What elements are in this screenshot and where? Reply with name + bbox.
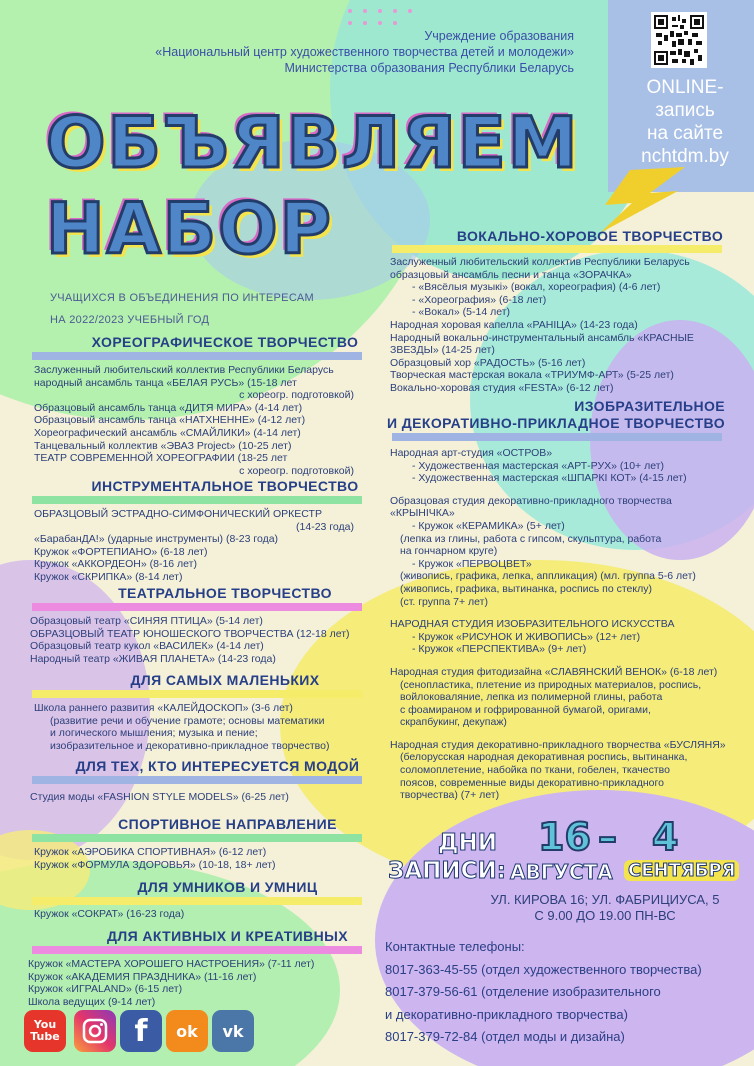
list-item: (14-23 года) (296, 520, 354, 533)
list-item: Народный театр «ЖИВАЯ ПЛАНЕТА» (14-23 года) (30, 652, 276, 665)
registration-address (480, 892, 730, 924)
list-item: войлоковаляние, лепка из полимерной глины, работа (400, 691, 663, 704)
section-bar (32, 603, 362, 611)
list-item: Образцовая студия декоративно-прикладного творчества (390, 494, 672, 507)
list-item: «БарабанДА!» (ударные инструменты) (8-23 года) (34, 533, 279, 546)
section-title-smart: ДЛЯ УМНИКОВ И УМНИЦ (137, 879, 318, 895)
list-item: (живопись, графика, вытинанка, роспись по стеклу) (400, 582, 652, 595)
section-body-theatre (30, 615, 360, 665)
list-item: поясов, современные виды декоративно-прикладного (400, 776, 664, 789)
contacts-label: Контактные телефоны: (385, 939, 525, 954)
list-item: (живопись, графика, лепка, аппликация) (мл. группа 5-6 лет) (400, 570, 696, 583)
list-item: Народная арт-студия «ОСТРОВ» (390, 447, 553, 459)
list-item: Народный вокально-инструментальный ансамбль «КРАСНЫЕ (390, 331, 694, 344)
list-item: Народная студия фитодизайна «СЛАВЯНСКИЙ ВЕНОК» (6-18 лет) (390, 665, 718, 678)
section-bar (392, 433, 722, 441)
list-item: с фоамираном и гофрированной бумагой, оригами, (400, 703, 651, 716)
section-title-fine-arts: ИЗОБРАЗИТЕЛЬНОЕ (574, 398, 725, 414)
list-item: и логического мышления; музыка и пение; (50, 727, 258, 740)
days-label-2: ЗАПИСИ: (388, 858, 506, 884)
section-bar (32, 496, 362, 504)
spacer (390, 656, 730, 666)
online-line: на сайте (646, 123, 724, 144)
list-item: (лепка из глины, работа с гипсом, скульптура, работа (400, 532, 662, 545)
list-item: Кружок «ФОРТЕПИАНО» (6-18 лет) (34, 545, 208, 558)
org-line: Министерства образования Республики Беларусь (284, 61, 574, 75)
list-item: Образцовый хор «РАДОСТЬ» (5-16 лет) (390, 356, 586, 369)
list-item: Образцовый театр «СИНЯЯ ПТИЦА» (5-14 лет) (30, 615, 263, 627)
section-body-instrumental (34, 508, 354, 584)
list-item: - Художественная мастерская «ШПАРКI КОТ» (4-15 лет) (412, 472, 687, 485)
section-bar (32, 690, 362, 698)
list-item: с хореогр. подготовкой) (239, 389, 354, 402)
section-title-sport: СПОРТИВНОЕ НАПРАВЛЕНИЕ (118, 816, 337, 832)
section-bar (32, 897, 362, 905)
list-item: Школа ведущих (9-14 лет) (28, 995, 156, 1008)
list-item: с хореогр. подготовкой) (239, 464, 354, 477)
list-item: - «Вокал» (5-14 лет) (412, 306, 510, 319)
youtube-icon-text: Tube (30, 1030, 60, 1043)
list-item: Хореографический ансамбль «СМАЙЛИКИ» (4-14 лет) (34, 426, 301, 439)
list-item: образцовый ансамбль песни и танца «ЗОРАЧКА» (390, 268, 632, 281)
list-item: Кружок «АЭРОБИКА СПОРТИВНАЯ» (6-12 лет) (34, 846, 267, 858)
phone-line[interactable]: 8017-363-45-55 (отдел художественного творчества) (385, 961, 702, 977)
registration-end-month: СЕНТЯБРЯ (624, 860, 739, 881)
list-item: Вокально-хоровая студия «FESTA» (6-12 лет) (390, 381, 614, 394)
youtube-icon-text: You (33, 1018, 57, 1031)
section-body-little-ones (34, 702, 364, 752)
list-item: Кружок «ФОРМУЛА ЗДОРОВЬЯ» (10-18, 18+ лет) (34, 858, 276, 871)
online-line: ONLINE- (646, 77, 724, 98)
phone-line[interactable]: 8017-379-72-84 (отдел моды и дизайна) (385, 1029, 625, 1044)
online-line: запись (655, 100, 715, 121)
youtube-icon[interactable] (24, 1010, 66, 1052)
section-bar (392, 245, 722, 253)
list-item: Образцовый театр кукол «ВАСИЛЕК» (4-14 лет) (30, 640, 264, 653)
org-line: Учреждение образования (424, 29, 574, 43)
list-item: соломоплетение, набойка по ткани, гобелен, ткачество (400, 764, 670, 777)
list-item: (белорусская народная декоративная роспись, вытинанка, (400, 751, 688, 764)
vk-icon[interactable]: vk (212, 1010, 254, 1052)
list-item: Заслуженный любительский коллектив Республики Беларусь (34, 364, 334, 376)
list-item: - «Хореография» (6-18 лет) (412, 293, 547, 306)
list-item: Кружок «АККОРДЕОН» (8-16 лет) (34, 558, 197, 571)
list-item: Кружок «АКАДЕМИЯ ПРАЗДНИКА» (11-16 лет) (28, 970, 257, 983)
section-title-vocal: ВОКАЛЬНО-ХОРОВОЕ ТВОРЧЕСТВО (456, 228, 724, 244)
list-item: Студия моды «FASHION STYLE MODELS» (6-25 лет) (30, 791, 289, 803)
registration-dash: – (598, 815, 617, 859)
section-bar (32, 946, 362, 954)
section-body-smart (34, 908, 364, 921)
lightning-decoration (560, 165, 690, 235)
section-title-active: ДЛЯ АКТИВНЫХ И КРЕАТИВНЫХ (107, 928, 348, 944)
org-line: «Национальный центр художественного творчества детей и молодежи» (155, 45, 574, 59)
subtitle-line1: УЧАЩИХСЯ В ОБЪЕДИНЕНИЯ ПО ИНТЕРЕСАМ (50, 292, 314, 304)
list-item: Творческая мастерская вокала «ТРИУМФ-АРТ» (5-25 лет) (390, 369, 674, 382)
list-item: НАРОДНАЯ СТУДИЯ ИЗОБРАЗИТЕЛЬНОГО ИСКУССТВА (390, 618, 675, 631)
list-item: - Художественная мастерская «АРТ-РУХ» (10+ лет) (412, 459, 665, 472)
list-item: ЗВЕЗДЫ» (14-25 лет) (390, 344, 495, 357)
list-item: - «Вясёлыя музыкі» (вокал, хореография) (4-6 лет) (412, 281, 661, 294)
section-title-fine-arts-2: И ДЕКОРАТИВНО-ПРИКЛАДНОЕ ТВОРЧЕСТВО (387, 415, 725, 431)
spacer (390, 608, 730, 618)
organization-header (134, 28, 574, 76)
list-item: Образцовый ансамбль танца «НАТХНЕННЕ» (4-12 лет) (34, 414, 306, 427)
list-item: Народная хоровая капелла «РАНIЦА» (14-23 года) (390, 318, 638, 331)
phone-line[interactable]: 8017-379-56-61 (отделение изобразительного (385, 984, 661, 999)
list-item: ОБРАЗЦОВЫЙ ТЕАТР ЮНОШЕСКОГО ТВОРЧЕСТВА (12-18 лет) (30, 627, 350, 640)
instagram-icon[interactable] (74, 1010, 116, 1052)
list-item: Кружок «МАСТЕРА ХОРОШЕГО НАСТРОЕНИЯ» (7-11 лет) (28, 958, 315, 970)
list-item: - Кружок «ПЕРСПЕКТИВА» (9+ лет) (412, 643, 587, 656)
spacer (390, 485, 730, 495)
schedule-line: С 9.00 ДО 19.00 ПН-ВС (534, 908, 676, 923)
list-item: (развитие речи и обучение грамоте; основы математики (50, 714, 325, 727)
section-title-fashion: ДЛЯ ТЕХ, КТО ИНТЕРЕСУЕТСЯ МОДОЙ (75, 758, 360, 774)
list-item: народный ансамбль танца «БЕЛАЯ РУСЬ» (15-18 лет (34, 376, 297, 389)
odnoklassniki-icon[interactable]: ok (166, 1010, 208, 1052)
list-item: Школа раннего развития «КАЛЕЙДОСКОП» (3-6 лет) (34, 702, 293, 714)
list-item: ТЕАТР СОВРЕМЕННОЙ ХОРЕОГРАФИИ (18-25 лет (34, 452, 288, 465)
phone-line-cont: и декоративно-прикладного творчества) (385, 1006, 628, 1022)
list-item: (сенопластика, плетение из природных материалов, роспись, (400, 678, 702, 691)
main-title-line1: ОБЪЯВЛЯЕМ (46, 102, 580, 184)
list-item: (ст. группа 7+ лет) (400, 595, 488, 608)
section-body-sport (34, 846, 364, 871)
registration-end-day: 4 (652, 815, 679, 859)
list-item: ОБРАЗЦОВЫЙ ЭСТРАДНО-СИМФОНИЧЕСКИЙ ОРКЕСТР (34, 508, 322, 520)
section-body-choreography (34, 364, 354, 477)
qr-code[interactable] (651, 12, 707, 68)
list-item: творчества) (7+ лет) (400, 789, 500, 802)
section-body-fine-arts (390, 447, 730, 802)
list-item: Танцевальный коллектив «ЭВАЗ Project» (10-25 лет) (34, 439, 292, 452)
online-registration-text (620, 76, 750, 168)
days-label-1: ДНИ (438, 830, 497, 856)
list-item: - Кружок «ПЕРВОЦВЕТ» (412, 557, 532, 570)
list-item: Кружок «СОКРАТ» (16-23 года) (34, 908, 185, 920)
section-title-theatre: ТЕАТРАЛЬНОЕ ТВОРЧЕСТВО (118, 585, 332, 601)
contacts-block (385, 936, 702, 1049)
list-item: - Кружок «РИСУНОК И ЖИВОПИСЬ» (12+ лет) (412, 630, 641, 643)
list-item: скрапбукинг, декупаж) (400, 716, 507, 729)
list-item: - Кружок «КЕРАМИКА» (5+ лет) (412, 519, 565, 532)
section-body-vocal (390, 256, 730, 395)
list-item: Заслуженный любительский коллектив Республики Беларусь (390, 256, 690, 268)
list-item: на гончарном круге) (400, 545, 498, 558)
subtitle-line2: НА 2022/2023 УЧЕБНЫЙ ГОД (50, 314, 210, 326)
section-body-fashion (30, 791, 360, 804)
section-body-active (28, 958, 358, 1008)
list-item: Народная студия декоративно-прикладного творчества «БУСЛЯНЯ» (390, 738, 726, 751)
list-item: изобразительное и декоративно-прикладное творчество) (50, 739, 330, 752)
spacer (390, 729, 730, 739)
main-title-line2: НАБОР (46, 188, 333, 270)
online-site-link[interactable]: nchtdm.by (641, 146, 729, 167)
section-title-choreography: ХОРЕОГРАФИЧЕСКОЕ ТВОРЧЕСТВО (91, 334, 359, 350)
section-bar (32, 776, 362, 784)
section-bar (32, 352, 362, 360)
address-line: УЛ. КИРОВА 16; УЛ. ФАБРИЦИУСА, 5 (490, 892, 720, 907)
section-bar (32, 834, 362, 842)
registration-start-day: 16 (538, 815, 591, 859)
list-item: Кружок «ИГРАLAND» (6-15 лет) (28, 983, 183, 996)
registration-start-month: АВГУСТА (510, 860, 613, 884)
section-title-little-ones: ДЛЯ САМЫХ МАЛЕНЬКИХ (130, 672, 320, 688)
list-item: Образцовый ансамбль танца «ДИТЯ МИРА» (4-14 лет) (34, 401, 303, 414)
facebook-icon[interactable]: f (120, 1010, 162, 1052)
list-item: Кружок «СКРИПКА» (8-14 лет) (34, 570, 183, 583)
list-item: «КРЫНIЧКА» (390, 507, 455, 520)
section-title-instrumental: ИНСТРУМЕНТАЛЬНОЕ ТВОРЧЕСТВО (91, 478, 359, 494)
